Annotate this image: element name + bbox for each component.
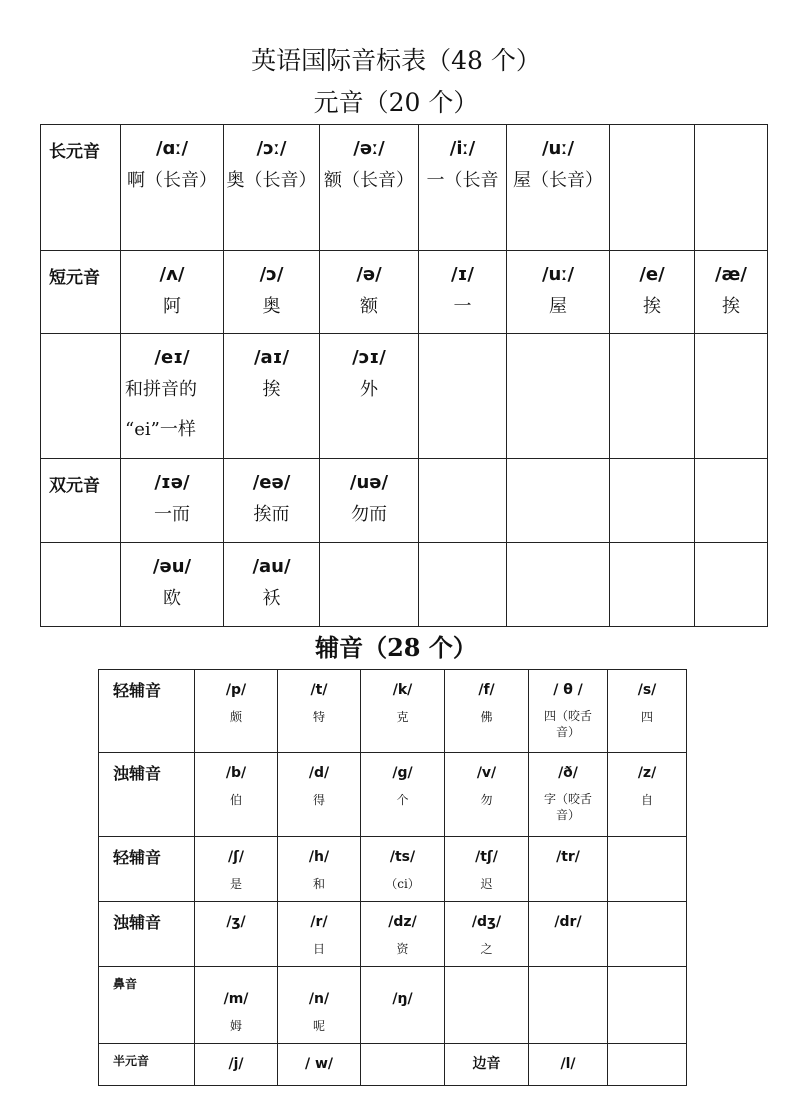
- phoneme-cell: [320, 459, 419, 543]
- phonetic-symbol: /z/: [637, 765, 657, 781]
- consonant-row: [99, 902, 687, 967]
- vowel-heading: 元音（20 个）: [313, 88, 479, 117]
- row-label-cell: [41, 334, 121, 459]
- phoneme-cell: [121, 459, 224, 543]
- pronunciation-hint: 奥: [262, 296, 281, 317]
- phonetic-symbol: /n/: [308, 991, 330, 1007]
- phonetic-symbol: /əː/: [353, 138, 385, 159]
- pronunciation-hint: 额: [360, 296, 378, 317]
- phonetic-symbol: /ɔɪ/: [352, 347, 386, 368]
- phonetic-symbol: [320, 543, 418, 555]
- phonetic-symbol: /ð/: [558, 765, 578, 781]
- phonetic-symbol: /e/: [639, 264, 665, 285]
- phonetic-symbol: /r/: [310, 914, 328, 930]
- phoneme-cell: [361, 1044, 445, 1086]
- pronunciation-hint: 资: [396, 942, 409, 956]
- phonetic-symbol: [507, 543, 609, 555]
- phoneme-cell: [419, 543, 507, 627]
- phoneme-cell: [320, 251, 419, 334]
- phonetic-symbol: [610, 125, 694, 137]
- phoneme-cell: [419, 334, 507, 459]
- pronunciation-hint: 一（长音: [426, 170, 499, 191]
- phonetic-symbol: /au/: [252, 556, 291, 577]
- phoneme-cell: [507, 251, 610, 334]
- phonetic-symbol: [695, 334, 767, 346]
- pronunciation-hint: 奥（长音）: [226, 170, 317, 191]
- pronunciation-hint: 啊（长音）: [127, 170, 217, 191]
- phoneme-cell: [320, 334, 419, 459]
- phonetic-symbol: [695, 459, 767, 471]
- phoneme-cell: [195, 967, 278, 1044]
- pronunciation-hint: 四: [640, 710, 653, 724]
- phonetic-symbol: /əu/: [152, 556, 192, 577]
- phonetic-symbol: /f/: [478, 682, 495, 698]
- phoneme-cell: [445, 753, 529, 837]
- vowel-row: [41, 543, 768, 627]
- pronunciation-hint: 自: [640, 793, 653, 807]
- consonant-row: [99, 967, 687, 1044]
- phoneme-cell: [529, 902, 608, 967]
- phonetic-symbol: /dʒ/: [471, 914, 502, 930]
- phonetic-symbol: [507, 459, 609, 471]
- phonetic-symbol: /tʃ/: [475, 849, 498, 865]
- phonetic-symbol: /ɑː/: [155, 138, 189, 159]
- phoneme-cell: [610, 459, 695, 543]
- row-label-cell: [99, 967, 195, 1044]
- vowel-row: [41, 459, 768, 543]
- pronunciation-hint: 佛: [480, 710, 493, 724]
- row-label: 鼻音: [113, 977, 138, 991]
- phoneme-cell: [445, 837, 529, 902]
- phoneme-cell: [695, 251, 768, 334]
- pronunciation-hint: 字（咬舌: [543, 792, 592, 806]
- phoneme-cell: [507, 543, 610, 627]
- pronunciation-hint: 和: [312, 877, 325, 891]
- phoneme-cell: [224, 125, 320, 251]
- phonetic-symbol: [507, 334, 609, 346]
- pronunciation-hint: 袄: [262, 588, 281, 609]
- phoneme-cell: [445, 967, 529, 1044]
- phonetic-symbol: [419, 543, 506, 555]
- phoneme-cell: [608, 967, 687, 1044]
- row-label: 长元音: [49, 142, 100, 162]
- phonetic-symbol: [419, 334, 506, 346]
- phonetic-symbol: [445, 967, 528, 977]
- phonetic-symbol: /ʌ/: [159, 264, 185, 285]
- phonetic-symbol: /k/: [392, 682, 413, 698]
- phonetic-symbol: [608, 1044, 686, 1054]
- phonetic-symbol: [529, 967, 607, 977]
- phonetic-symbol: /t/: [310, 682, 328, 698]
- pronunciation-hint: 之: [480, 942, 493, 956]
- phoneme-cell: [529, 967, 608, 1044]
- phoneme-cell: [121, 334, 224, 459]
- pronunciation-hint: 个: [396, 793, 409, 807]
- phoneme-cell: [224, 334, 320, 459]
- phoneme-cell: [361, 837, 445, 902]
- pronunciation-hint: 呢: [312, 1019, 325, 1033]
- phonetic-symbol: [608, 837, 686, 847]
- phoneme-cell: [608, 670, 687, 753]
- phoneme-cell: [695, 543, 768, 627]
- row-label-cell: [41, 543, 121, 627]
- phoneme-cell: [610, 251, 695, 334]
- phonetic-symbol: [610, 459, 694, 471]
- consonant-heading: 辅音（28 个）: [315, 633, 477, 662]
- phonetic-symbol: /h/: [308, 849, 330, 865]
- row-label: 浊辅音: [113, 913, 162, 932]
- vowel-table: [40, 124, 768, 627]
- phonetic-symbol: /uə/: [349, 472, 389, 493]
- row-label-cell: [99, 1044, 195, 1086]
- pronunciation-hint: 屋: [549, 296, 567, 317]
- pronunciation-hint: 特: [312, 710, 325, 724]
- phoneme-cell: [529, 1044, 608, 1086]
- phoneme-cell: [419, 459, 507, 543]
- phoneme-cell: [195, 753, 278, 837]
- pronunciation-hint-line2: 音）: [555, 808, 580, 822]
- phonetic-symbol: [695, 543, 767, 555]
- row-label: [41, 543, 120, 555]
- phoneme-cell: [320, 543, 419, 627]
- phoneme-cell: [608, 1044, 687, 1086]
- row-label: 双元音: [49, 476, 100, 496]
- phonetic-symbol: /ʒ/: [226, 914, 246, 930]
- phoneme-cell: [121, 543, 224, 627]
- phonetic-symbol: [610, 334, 694, 346]
- phonetic-symbol: /b/: [225, 765, 247, 781]
- row-label-cell: [99, 670, 195, 753]
- pronunciation-hint: 外: [360, 379, 378, 400]
- row-label-cell: [41, 459, 121, 543]
- phoneme-cell: [610, 543, 695, 627]
- phonetic-symbol: /æ/: [714, 264, 747, 285]
- phoneme-cell: [445, 902, 529, 967]
- page-title: 英语国际音标表（48 个）: [251, 46, 541, 75]
- phoneme-cell: [507, 125, 610, 251]
- pronunciation-hint: 迟: [480, 877, 493, 891]
- phoneme-cell: [445, 1044, 529, 1086]
- phoneme-cell: [278, 902, 361, 967]
- phoneme-cell: [507, 334, 610, 459]
- phonetic-symbol: /s/: [637, 682, 657, 698]
- vowel-row: [41, 334, 768, 459]
- row-label: 轻辅音: [113, 681, 162, 700]
- pronunciation-hint: 勿而: [351, 504, 387, 525]
- phonetic-symbol: /ɪə/: [154, 472, 190, 493]
- phonetic-symbol: [361, 1044, 444, 1054]
- pronunciation-hint-line2: “ei”一样: [125, 419, 196, 440]
- pronunciation-hint: 得: [312, 793, 325, 807]
- phonetic-symbol: /aɪ/: [253, 347, 290, 368]
- pronunciation-hint: 一: [453, 296, 472, 317]
- row-label: 半元音: [113, 1054, 150, 1068]
- pronunciation-hint: 阿: [163, 296, 181, 317]
- row-label: 短元音: [49, 268, 100, 288]
- phoneme-cell: [278, 967, 361, 1044]
- phonetic-symbol: /g/: [392, 765, 413, 781]
- phonetic-symbol: [608, 967, 686, 977]
- phoneme-cell: [610, 125, 695, 251]
- row-label-cell: [41, 125, 121, 251]
- phoneme-cell: [121, 125, 224, 251]
- phoneme-cell: [695, 125, 768, 251]
- phoneme-cell: [361, 753, 445, 837]
- phoneme-cell: [320, 125, 419, 251]
- pronunciation-hint: 勿: [480, 793, 493, 807]
- phoneme-cell: [278, 837, 361, 902]
- pronunciation-hint: 姆: [229, 1019, 242, 1033]
- phonetic-symbol: /ɔː/: [256, 138, 287, 159]
- phonetic-symbol: /ɔ/: [259, 264, 284, 285]
- phoneme-cell: [529, 753, 608, 837]
- phonetic-symbol: /eɪ/: [154, 347, 190, 368]
- phoneme-cell: [608, 902, 687, 967]
- phoneme-cell: [224, 459, 320, 543]
- pronunciation-hint: 四（咬舌: [543, 709, 592, 723]
- phoneme-cell: [507, 459, 610, 543]
- consonant-row: [99, 753, 687, 837]
- phoneme-cell: [224, 251, 320, 334]
- phonetic-symbol: /p/: [225, 682, 247, 698]
- phonetic-symbol: / w/: [304, 1056, 334, 1072]
- phonetic-symbol: /ŋ/: [392, 991, 413, 1007]
- phonetic-symbol: /l/: [560, 1056, 576, 1072]
- phonetic-symbol: /uː/: [541, 138, 575, 159]
- pronunciation-hint: 日: [312, 942, 325, 956]
- pronunciation-hint: 额（长音）: [324, 170, 414, 191]
- phoneme-cell: [195, 837, 278, 902]
- pronunciation-hint: 挨: [643, 296, 661, 317]
- pronunciation-hint: 屋（长音）: [513, 170, 603, 191]
- phoneme-cell: [195, 670, 278, 753]
- phonetic-symbol: [610, 543, 694, 555]
- phoneme-cell: [278, 670, 361, 753]
- phoneme-cell: [610, 334, 695, 459]
- phoneme-cell: [608, 753, 687, 837]
- phoneme-cell: [195, 1044, 278, 1086]
- vowel-row: [41, 251, 768, 334]
- phoneme-cell: [224, 543, 320, 627]
- phoneme-cell: [608, 837, 687, 902]
- phonetic-symbol: / θ /: [553, 682, 583, 698]
- phoneme-cell: [278, 753, 361, 837]
- row-label: [41, 334, 120, 346]
- pronunciation-hint: 挨而: [253, 504, 290, 525]
- phonetic-symbol: /j/: [228, 1056, 244, 1072]
- phoneme-cell: [695, 334, 768, 459]
- pronunciation-hint: 挨: [722, 296, 740, 317]
- phonetic-symbol: [608, 902, 686, 912]
- phonetic-symbol: /ʃ/: [227, 849, 245, 865]
- phonetic-symbol: /dz/: [388, 914, 417, 930]
- phoneme-cell: [361, 902, 445, 967]
- row-label-cell: [99, 837, 195, 902]
- row-label: 轻辅音: [113, 848, 162, 867]
- phoneme-cell: [419, 125, 507, 251]
- consonant-row: [99, 1044, 687, 1086]
- phoneme-cell: [278, 1044, 361, 1086]
- pronunciation-hint: 是: [229, 877, 242, 891]
- pronunciation-hint: （ci）: [385, 877, 420, 891]
- phoneme-cell: [361, 670, 445, 753]
- consonant-row: [99, 670, 687, 753]
- phoneme-cell: [529, 837, 608, 902]
- consonant-table: [98, 669, 687, 1086]
- phonetic-symbol: [695, 125, 767, 137]
- consonant-row: [99, 837, 687, 902]
- phonetic-symbol: [419, 459, 506, 471]
- pronunciation-hint: 伯: [229, 793, 242, 807]
- phonetic-symbol: /m/: [223, 991, 249, 1007]
- vowel-row: [41, 125, 768, 251]
- pronunciation-hint: 一而: [154, 504, 190, 525]
- row-label-cell: [99, 753, 195, 837]
- row-label: 浊辅音: [113, 764, 162, 783]
- row-label-cell: [99, 902, 195, 967]
- phonetic-symbol: /v/: [476, 765, 497, 781]
- phonetic-symbol: /d/: [308, 765, 330, 781]
- phoneme-cell: [195, 902, 278, 967]
- phoneme-cell: [695, 459, 768, 543]
- pronunciation-hint: 挨: [262, 379, 281, 400]
- phoneme-cell: [445, 670, 529, 753]
- row-label-cell: [41, 251, 121, 334]
- pronunciation-hint: 克: [396, 710, 409, 724]
- phoneme-cell: [419, 251, 507, 334]
- phonetic-symbol: 边音: [472, 1056, 501, 1072]
- phonetic-symbol: /tr/: [556, 849, 580, 865]
- phonetic-symbol: /ɪ/: [451, 264, 474, 285]
- pronunciation-hint: 欧: [163, 588, 181, 609]
- pronunciation-hint-line2: 音）: [555, 725, 580, 739]
- phonetic-symbol: /ə/: [356, 264, 382, 285]
- pronunciation-hint: 和拼音的: [125, 379, 197, 400]
- phoneme-cell: [529, 670, 608, 753]
- phoneme-cell: [361, 967, 445, 1044]
- phonetic-symbol: /eə/: [252, 472, 291, 493]
- phonetic-symbol: /uː/: [541, 264, 575, 285]
- pronunciation-hint: 颇: [229, 710, 242, 724]
- phonetic-symbol: /ts/: [389, 849, 416, 865]
- phoneme-cell: [121, 251, 224, 334]
- phonetic-symbol: /dr/: [554, 914, 582, 930]
- phonetic-symbol: /iː/: [449, 138, 476, 159]
